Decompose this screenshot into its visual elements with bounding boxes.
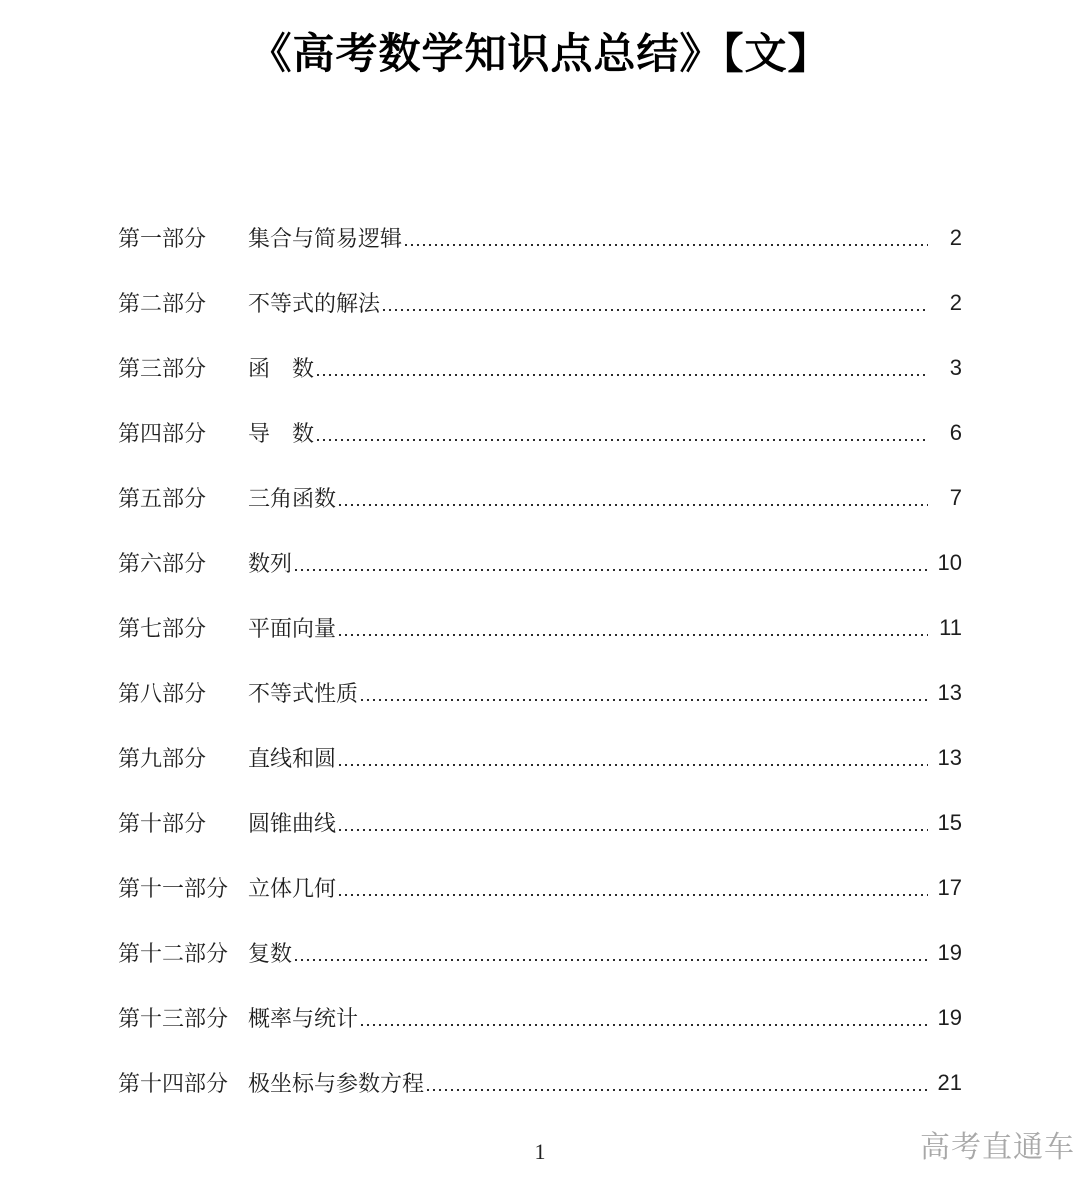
dotted-leader <box>295 569 928 571</box>
toc-section-title: 直线和圆 <box>248 746 337 771</box>
dotted-leader <box>405 244 928 246</box>
toc-row[interactable] <box>118 873 962 903</box>
toc-row[interactable] <box>118 938 962 968</box>
dotted-leader <box>339 504 928 506</box>
document-title: 《高考数学知识点总结》【文】 <box>249 30 831 77</box>
toc-section-title: 平面向量 <box>248 616 337 641</box>
dotted-leader <box>361 699 928 701</box>
toc-part-label: 第十三部分 <box>118 1006 229 1031</box>
toc-page-number: 10 <box>937 549 962 575</box>
toc-row[interactable] <box>118 418 962 448</box>
toc-row[interactable] <box>118 288 962 318</box>
toc-page-number: 2 <box>949 289 962 315</box>
toc-part-label: 第六部分 <box>118 551 207 576</box>
toc-row[interactable] <box>118 1003 962 1033</box>
toc-section-title: 复数 <box>248 941 293 966</box>
toc-row[interactable] <box>118 223 962 253</box>
toc-section-title: 立体几何 <box>248 876 337 901</box>
toc-page-number: 2 <box>949 224 962 250</box>
toc-part-label: 第五部分 <box>118 486 207 511</box>
dotted-leader <box>339 764 928 766</box>
toc-row[interactable] <box>118 808 962 838</box>
toc-section-title: 极坐标与参数方程 <box>248 1071 425 1096</box>
toc-part-label: 第七部分 <box>118 616 207 641</box>
toc-row[interactable] <box>118 1068 962 1098</box>
toc-page-number: 19 <box>937 1004 962 1030</box>
dotted-leader <box>427 1089 928 1091</box>
toc-section-title: 不等式的解法 <box>248 291 381 316</box>
toc-part-label: 第九部分 <box>118 746 207 771</box>
toc-part-label: 第二部分 <box>118 291 207 316</box>
toc-row[interactable] <box>118 483 962 513</box>
toc-page-number: 11 <box>939 614 962 640</box>
toc-row[interactable] <box>118 548 962 578</box>
toc-part-label: 第一部分 <box>118 226 207 251</box>
toc-page-number: 21 <box>937 1069 962 1095</box>
toc-list <box>0 223 1080 1098</box>
toc-section-title: 集合与简易逻辑 <box>248 226 403 251</box>
toc-section-title: 三角函数 <box>248 486 337 511</box>
toc-page-number: 15 <box>937 809 962 835</box>
toc-part-label: 第十一部分 <box>118 876 229 901</box>
toc-part-label: 第十部分 <box>118 811 207 836</box>
toc-page-number: 13 <box>937 744 962 770</box>
toc-row[interactable] <box>118 353 962 383</box>
toc-page-number: 13 <box>937 679 962 705</box>
dotted-leader <box>317 374 928 376</box>
toc-page-number: 19 <box>937 939 962 965</box>
dotted-leader <box>339 829 928 831</box>
toc-section-title: 概率与统计 <box>248 1006 359 1031</box>
toc-page-number: 7 <box>949 484 962 510</box>
toc-row[interactable] <box>118 678 962 708</box>
toc-section-title: 圆锥曲线 <box>248 811 337 836</box>
toc-part-label: 第八部分 <box>118 681 207 706</box>
dotted-leader <box>339 894 928 896</box>
dotted-leader <box>295 959 928 961</box>
toc-page-number: 3 <box>949 354 962 380</box>
toc-part-label: 第三部分 <box>118 356 207 381</box>
toc-page-number: 6 <box>949 419 962 445</box>
toc-part-label: 第十四部分 <box>118 1071 229 1096</box>
toc-page-number: 17 <box>937 874 962 900</box>
dotted-leader <box>339 634 928 636</box>
toc-section-title: 不等式性质 <box>248 681 359 706</box>
toc-part-label: 第十二部分 <box>118 941 229 966</box>
toc-row[interactable] <box>118 613 962 643</box>
toc-part-label: 第四部分 <box>118 421 207 446</box>
toc-row[interactable] <box>118 743 962 773</box>
toc-section-title: 数列 <box>248 551 293 576</box>
toc-section-title: 函 数 <box>248 356 315 381</box>
dotted-leader <box>361 1024 928 1026</box>
footer-page-number: 1 <box>534 1139 546 1164</box>
toc-section-title: 导 数 <box>248 421 315 446</box>
dotted-leader <box>383 309 928 311</box>
dotted-leader <box>317 439 928 441</box>
watermark-text: 高考直通车 <box>920 1131 1075 1164</box>
